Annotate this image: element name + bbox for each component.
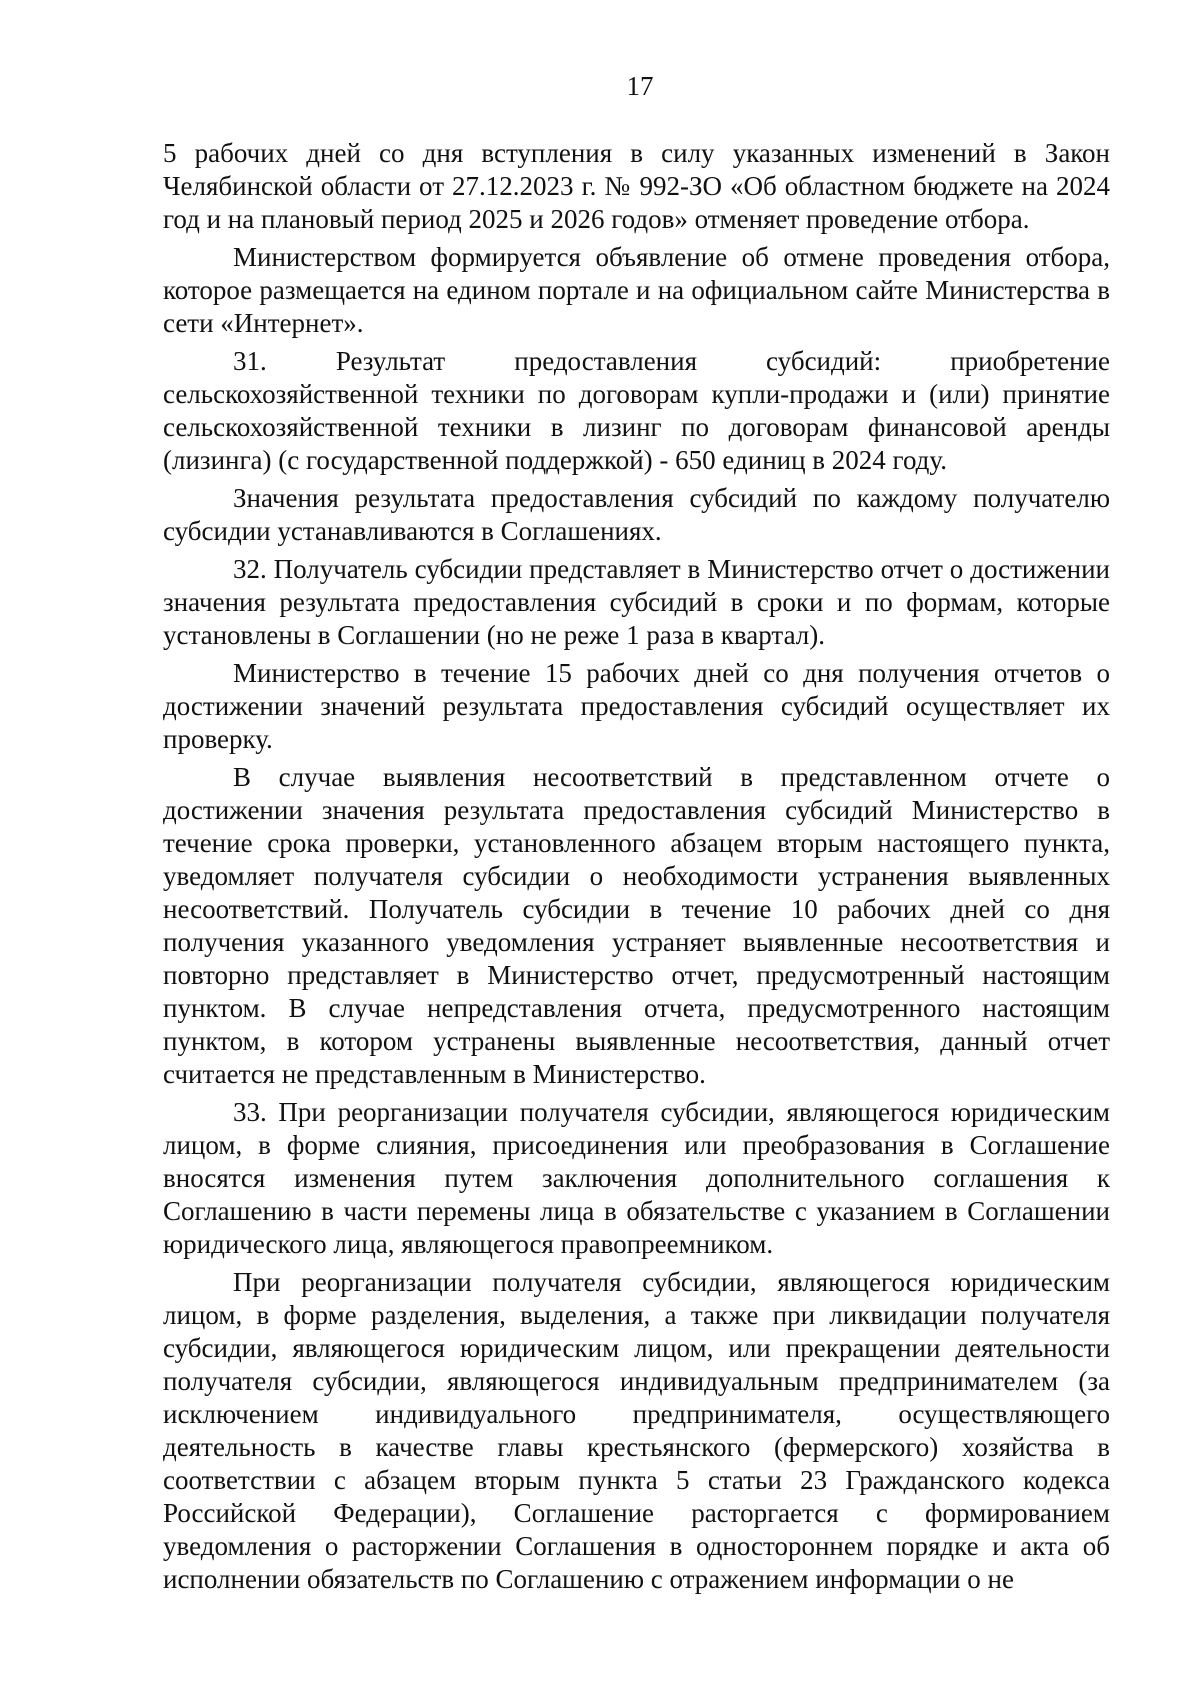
document-body — [163, 137, 1110, 1596]
paragraph-clause-33: 33. При реорганизации получателя субсидии, являющегося юридическим лицом, в форме слияния, присоединения или преобразования в Соглашение вносятся изменения путем заключения дополнительного соглашения к Соглашению в части перемены лица в обязательстве с указанием в Соглашении юридического лица, являющегося правопреемником. — [163, 1097, 1110, 1259]
page-number: 17 — [626, 71, 654, 101]
paragraph-result-values: Значения результата предоставления субсидий по каждому получателю субсидии устанавливаются в Соглашениях. — [163, 483, 1110, 546]
paragraph-report-check: Министерство в течение 15 рабочих дней со дня получения отчетов о достижении значений результата предоставления субсидий осуществляет их проверку. — [163, 658, 1110, 754]
paragraph-discrepancies: В случае выявления несоответствий в представленном отчете о достижении значения результата предоставления субсидий Министерство в течение срока проверки, установленного абзацем вторым настоящего пункта, уведомляет получателя субсидии о необходимости устранения выявленных несоответствий. Получатель субсидии в течение 10 рабочих дней со дня получения указанного уведомления устраняет выявленные несоответствия и повторно представляет в Министерство отчет, предусмотренный настоящим пунктом. В случае непредставления отчета, предусмотренного настоящим пунктом, в котором устранены выявленные несоответствия, данный отчет считается не представленным в Министерство. — [163, 762, 1110, 1089]
paragraph-clause-32: 32. Получатель субсидии представляет в Министерство отчет о достижении значения результата предоставления субсидий в сроки и по формам, которые установлены в Соглашении (но не реже 1 раза в квартал). — [163, 554, 1110, 650]
paragraph-clause-31: 31. Результат предоставления субсидий: приобретение сельскохозяйственной техники по договорам купли-продажи и (или) принятие сельскохозяйственной техники в лизинг по договорам финансовой аренды (лизинга) (с государственной поддержкой) - 650 единиц в 2024 году. — [163, 346, 1110, 475]
paragraph-reorganization: При реорганизации получателя субсидии, являющегося юридическим лицом, в форме разделения, выделения, а также при ликвидации получателя субсидии, являющегося юридическим лицом, или прекращении деятельности получателя субсидии, являющегося индивидуальным предпринимателем (за исключением индивидуального предпринимателя, осуществляющего деятельность в качестве главы крестьянского (фермерского) хозяйства в соответствии с абзацем вторым пункта 5 статьи 23 Гражданского кодекса Российской Федерации), Соглашение расторгается с формированием уведомления о расторжении Соглашения в одностороннем порядке и акта об исполнении обязательств по Соглашению с отражением информации о не — [163, 1267, 1110, 1594]
paragraph-cancellation-notice: Министерством формируется объявление об отмене проведения отбора, которое размещается на едином портале и на официальном сайте Министерства в сети «Интернет». — [163, 242, 1110, 338]
paragraph-continuation: 5 рабочих дней со дня вступления в силу указанных изменений в Закон Челябинской области от 27.12.2023 г. № 992-ЗО «Об областном бюджете на 2024 год и на плановый период 2025 и 2026 годов» отменяет проведение отбора. — [163, 138, 1110, 234]
